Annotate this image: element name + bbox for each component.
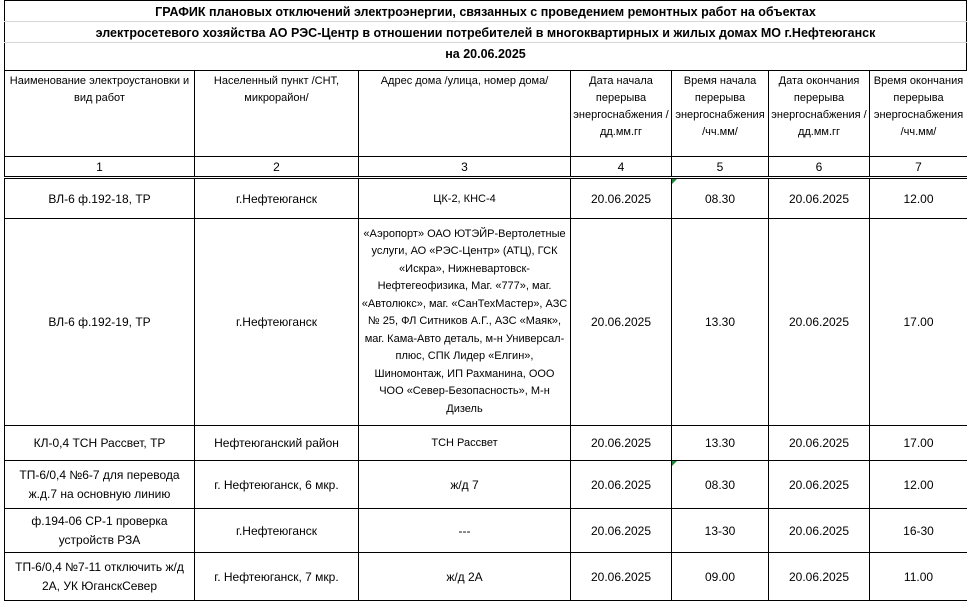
cell-locality[interactable]: г.Нефтеюганск bbox=[195, 178, 359, 219]
cell-end-time[interactable]: 16-30 bbox=[870, 509, 967, 553]
cell-locality[interactable]: г.Нефтеюганск bbox=[195, 509, 359, 553]
column-number[interactable]: 7 bbox=[870, 157, 967, 178]
outage-schedule-table bbox=[4, 70, 967, 601]
cell-end-time[interactable]: 12.00 bbox=[870, 461, 967, 509]
cell-locality[interactable]: Нефтеюганский район bbox=[195, 426, 359, 461]
header-row bbox=[5, 71, 967, 157]
cell-start-time[interactable]: 13.30 bbox=[672, 426, 769, 461]
header-end-date[interactable]: Дата окончания перерыва энергоснабжения /дд.мм.гг bbox=[769, 71, 870, 157]
cell-locality[interactable]: г.Нефтеюганск bbox=[195, 219, 359, 426]
cell-start-date[interactable]: 20.06.2025 bbox=[571, 553, 672, 601]
cell-installation[interactable]: ТП-6/0,4 №6-7 для перевода ж.д.7 на основную линию bbox=[5, 461, 195, 509]
cell-end-date[interactable]: 20.06.2025 bbox=[769, 178, 870, 219]
column-number[interactable]: 3 bbox=[359, 157, 571, 178]
comment-indicator-icon bbox=[672, 179, 677, 184]
cell-address[interactable]: ЦК-2, КНС-4 bbox=[359, 178, 571, 219]
table-row bbox=[5, 219, 967, 426]
cell-installation[interactable]: ф.194-06 СР-1 проверка устройств РЗА bbox=[5, 509, 195, 553]
column-number[interactable]: 5 bbox=[672, 157, 769, 178]
cell-end-time[interactable]: 12.00 bbox=[870, 178, 967, 219]
cell-start-time[interactable] bbox=[672, 178, 769, 219]
cell-address[interactable]: ТСН Рассвет bbox=[359, 426, 571, 461]
cell-start-date[interactable]: 20.06.2025 bbox=[571, 461, 672, 509]
cell-installation[interactable]: ТП-6/0,4 №7-11 отключить ж/д 2А, УК ЮганскСевер bbox=[5, 553, 195, 601]
cell-start-time-value: 08.30 bbox=[704, 191, 736, 206]
cell-end-date[interactable]: 20.06.2025 bbox=[769, 461, 870, 509]
title-line-1: ГРАФИК плановых отключений электроэнергии, связанных с проведением ремонтных работ на объектах bbox=[155, 5, 816, 19]
header-end-time[interactable]: Время окончания перерыва энергоснабжения /чч.мм/ bbox=[870, 71, 967, 157]
table-row bbox=[5, 461, 967, 509]
table-row bbox=[5, 509, 967, 553]
cell-start-date[interactable]: 20.06.2025 bbox=[571, 219, 672, 426]
cell-end-date[interactable]: 20.06.2025 bbox=[769, 509, 870, 553]
cell-address[interactable]: ж/д 7 bbox=[359, 461, 571, 509]
cell-address[interactable]: --- bbox=[359, 509, 571, 553]
cell-end-date[interactable]: 20.06.2025 bbox=[769, 426, 870, 461]
column-number[interactable]: 2 bbox=[195, 157, 359, 178]
table-row bbox=[5, 553, 967, 601]
cell-installation[interactable]: КЛ-0,4 ТСН Рассвет, ТР bbox=[5, 426, 195, 461]
comment-indicator-icon bbox=[672, 461, 677, 466]
header-locality[interactable]: Населенный пункт /СНТ, микрорайон/ bbox=[195, 71, 359, 157]
cell-start-time[interactable]: 13.30 bbox=[672, 219, 769, 426]
cell-start-time[interactable]: 13-30 bbox=[672, 509, 769, 553]
cell-end-date[interactable]: 20.06.2025 bbox=[769, 219, 870, 426]
header-start-time[interactable]: Время начала перерыва энергоснабжения /чч.мм/ bbox=[672, 71, 769, 157]
cell-locality[interactable]: г. Нефтеюганск, 7 мкр. bbox=[195, 553, 359, 601]
table-row bbox=[5, 178, 967, 219]
cell-start-time[interactable]: 09.00 bbox=[672, 553, 769, 601]
cell-installation[interactable]: ВЛ-6 ф.192-18, ТР bbox=[5, 178, 195, 219]
cell-end-time[interactable]: 11.00 bbox=[870, 553, 967, 601]
cell-end-time[interactable]: 17.00 bbox=[870, 219, 967, 426]
header-installation[interactable]: Наименование электроустановки и вид работ bbox=[5, 71, 195, 157]
cell-start-date[interactable]: 20.06.2025 bbox=[571, 178, 672, 219]
column-number-row bbox=[5, 157, 967, 178]
cell-start-date[interactable]: 20.06.2025 bbox=[571, 426, 672, 461]
cell-end-time[interactable]: 17.00 bbox=[870, 426, 967, 461]
table-row bbox=[5, 426, 967, 461]
cell-address[interactable]: ж/д 2А bbox=[359, 553, 571, 601]
header-address[interactable]: Адрес дома /улица, номер дома/ bbox=[359, 71, 571, 157]
cell-installation[interactable]: ВЛ-6 ф.192-19, ТР bbox=[5, 219, 195, 426]
cell-start-time[interactable] bbox=[672, 461, 769, 509]
cell-address[interactable]: «Аэропорт» ОАО ЮТЭЙР-Вертолетные услуги, АО «РЭС-Центр» (АТЦ), ГСК «Искра», Нижневартовск-Нефтегеофизика, Маг. «777», маг. «Автолюкс», маг. «СанТехМастер», АЗС № 25, ФЛ Ситников А.Г., АЗС «Маяк», маг. Кама-Авто деталь, м-н Универсал-плюс, СПК Лидер «Елгин», Шиномонтаж, ИП Рахманина, ООО ЧОО «Север-Безопасность», М-н Дизель bbox=[359, 219, 571, 426]
title-block bbox=[4, 0, 967, 71]
cell-start-time-value: 08.30 bbox=[704, 477, 736, 492]
cell-locality[interactable]: г. Нефтеюганск, 6 мкр. bbox=[195, 461, 359, 509]
column-number[interactable]: 4 bbox=[571, 157, 672, 178]
title-line-3: на 20.06.2025 bbox=[445, 47, 526, 61]
cell-start-date[interactable]: 20.06.2025 bbox=[571, 509, 672, 553]
header-start-date[interactable]: Дата начала перерыва энергоснабжения /дд.мм.гг bbox=[571, 71, 672, 157]
title-line-2: электросетевого хозяйства АО РЭС-Центр в отношении потребителей в многоквартирных и жилых домах МО г.Нефтеюганск bbox=[95, 26, 876, 40]
column-number[interactable]: 1 bbox=[5, 157, 195, 178]
cell-end-date[interactable]: 20.06.2025 bbox=[769, 553, 870, 601]
column-number[interactable]: 6 bbox=[769, 157, 870, 178]
